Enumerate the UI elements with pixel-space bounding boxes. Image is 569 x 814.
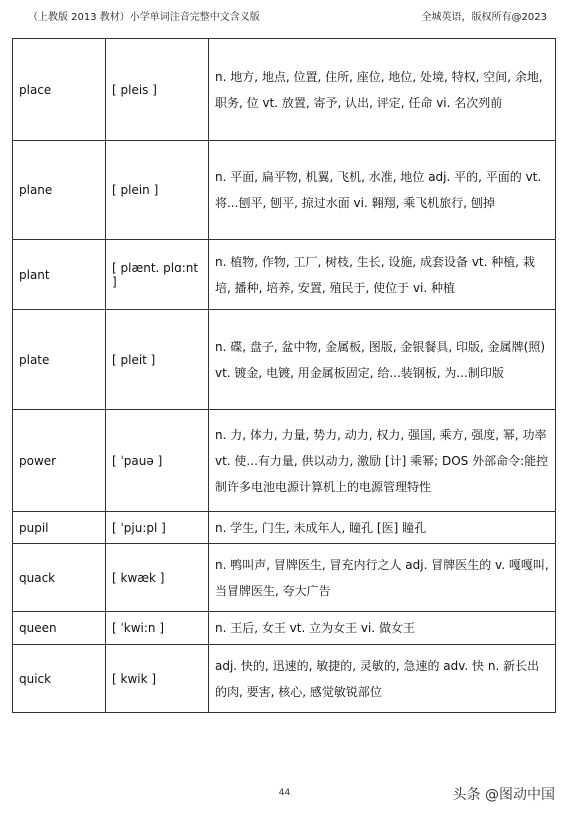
word-cell: plant bbox=[13, 240, 106, 310]
table-row bbox=[13, 410, 556, 512]
meaning-cell: n. 地方, 地点, 位置, 住所, 座位, 地位, 处境, 特权, 空间, 余地, 职务, 位 vt. 放置, 寄予, 认出, 评定, 任命 vi. 名次列前 bbox=[209, 39, 556, 141]
phonetic-cell: [ kwæk ] bbox=[106, 544, 209, 612]
meaning-cell: n. 学生, 门生, 未成年人, 瞳孔 [医] 瞳孔 bbox=[209, 512, 556, 544]
word-cell: quack bbox=[13, 544, 106, 612]
table-row bbox=[13, 512, 556, 544]
word-cell: plate bbox=[13, 310, 106, 410]
word-cell: quick bbox=[13, 645, 106, 713]
phonetic-cell: [ plænt. plɑ:nt ] bbox=[106, 240, 209, 310]
table-row bbox=[13, 645, 556, 713]
word-cell: plane bbox=[13, 141, 106, 240]
meaning-cell: n. 碟, 盘子, 盆中物, 金属板, 图版, 金银餐具, 印版, 金属牌(照) vt. 镀金, 电镀, 用金属板固定, 给...装钢板, 为...制印版 bbox=[209, 310, 556, 410]
phonetic-cell: [ pleis ] bbox=[106, 39, 209, 141]
table-row bbox=[13, 310, 556, 410]
word-cell: place bbox=[13, 39, 106, 141]
meaning-cell: n. 平面, 扁平物, 机翼, 飞机, 水准, 地位 adj. 平的, 平面的 vt. 将...刨平, 刨平, 掠过水面 vi. 翱翔, 乘飞机旅行, 刨掉 bbox=[209, 141, 556, 240]
header-copyright: 全城英语，版权所有@2023 bbox=[421, 12, 547, 23]
word-cell: pupil bbox=[13, 512, 106, 544]
meaning-cell: n. 王后, 女王 vt. 立为女王 vi. 做女王 bbox=[209, 612, 556, 645]
phonetic-cell: [ ˈkwi:n ] bbox=[106, 612, 209, 645]
phonetic-cell: [ pleit ] bbox=[106, 310, 209, 410]
page-header bbox=[28, 8, 547, 28]
word-cell: power bbox=[13, 410, 106, 512]
source-watermark: 头条 @图动中国 bbox=[452, 787, 555, 803]
vocabulary-table bbox=[12, 38, 556, 713]
table-row bbox=[13, 141, 556, 240]
phonetic-cell: [ ˈpauə ] bbox=[106, 410, 209, 512]
word-cell: queen bbox=[13, 612, 106, 645]
phonetic-cell: [ kwik ] bbox=[106, 645, 209, 713]
table-row bbox=[13, 240, 556, 310]
table-row bbox=[13, 39, 556, 141]
meaning-cell: n. 植物, 作物, 工厂, 树枝, 生长, 设施, 成套设备 vt. 种植, 栽培, 播种, 培养, 安置, 殖民于, 使位于 vi. 种植 bbox=[209, 240, 556, 310]
page-number: 44 bbox=[278, 788, 291, 798]
header-book-title: （上教版 2013 教材）小学单词注音完整中文含义版 bbox=[28, 12, 260, 23]
table-row bbox=[13, 544, 556, 612]
meaning-cell: n. 力, 体力, 力量, 势力, 动力, 权力, 强国, 乘方, 强度, 幂, 功率 vt. 使...有力量, 供以动力, 激励 [计] 乘幂; DOS 外部命令:能控制许多电池电源计算机上的电源管理特性 bbox=[209, 410, 556, 512]
meaning-cell: adj. 快的, 迅速的, 敏捷的, 灵敏的, 急速的 adv. 快 n. 新长出的肉, 要害, 核心, 感觉敏锐部位 bbox=[209, 645, 556, 713]
meaning-cell: n. 鸭叫声, 冒牌医生, 冒充内行之人 adj. 冒牌医生的 v. 嘎嘎叫, 当冒牌医生, 夸大广告 bbox=[209, 544, 556, 612]
phonetic-cell: [ ˈpju:pl ] bbox=[106, 512, 209, 544]
table-row bbox=[13, 612, 556, 645]
phonetic-cell: [ plein ] bbox=[106, 141, 209, 240]
